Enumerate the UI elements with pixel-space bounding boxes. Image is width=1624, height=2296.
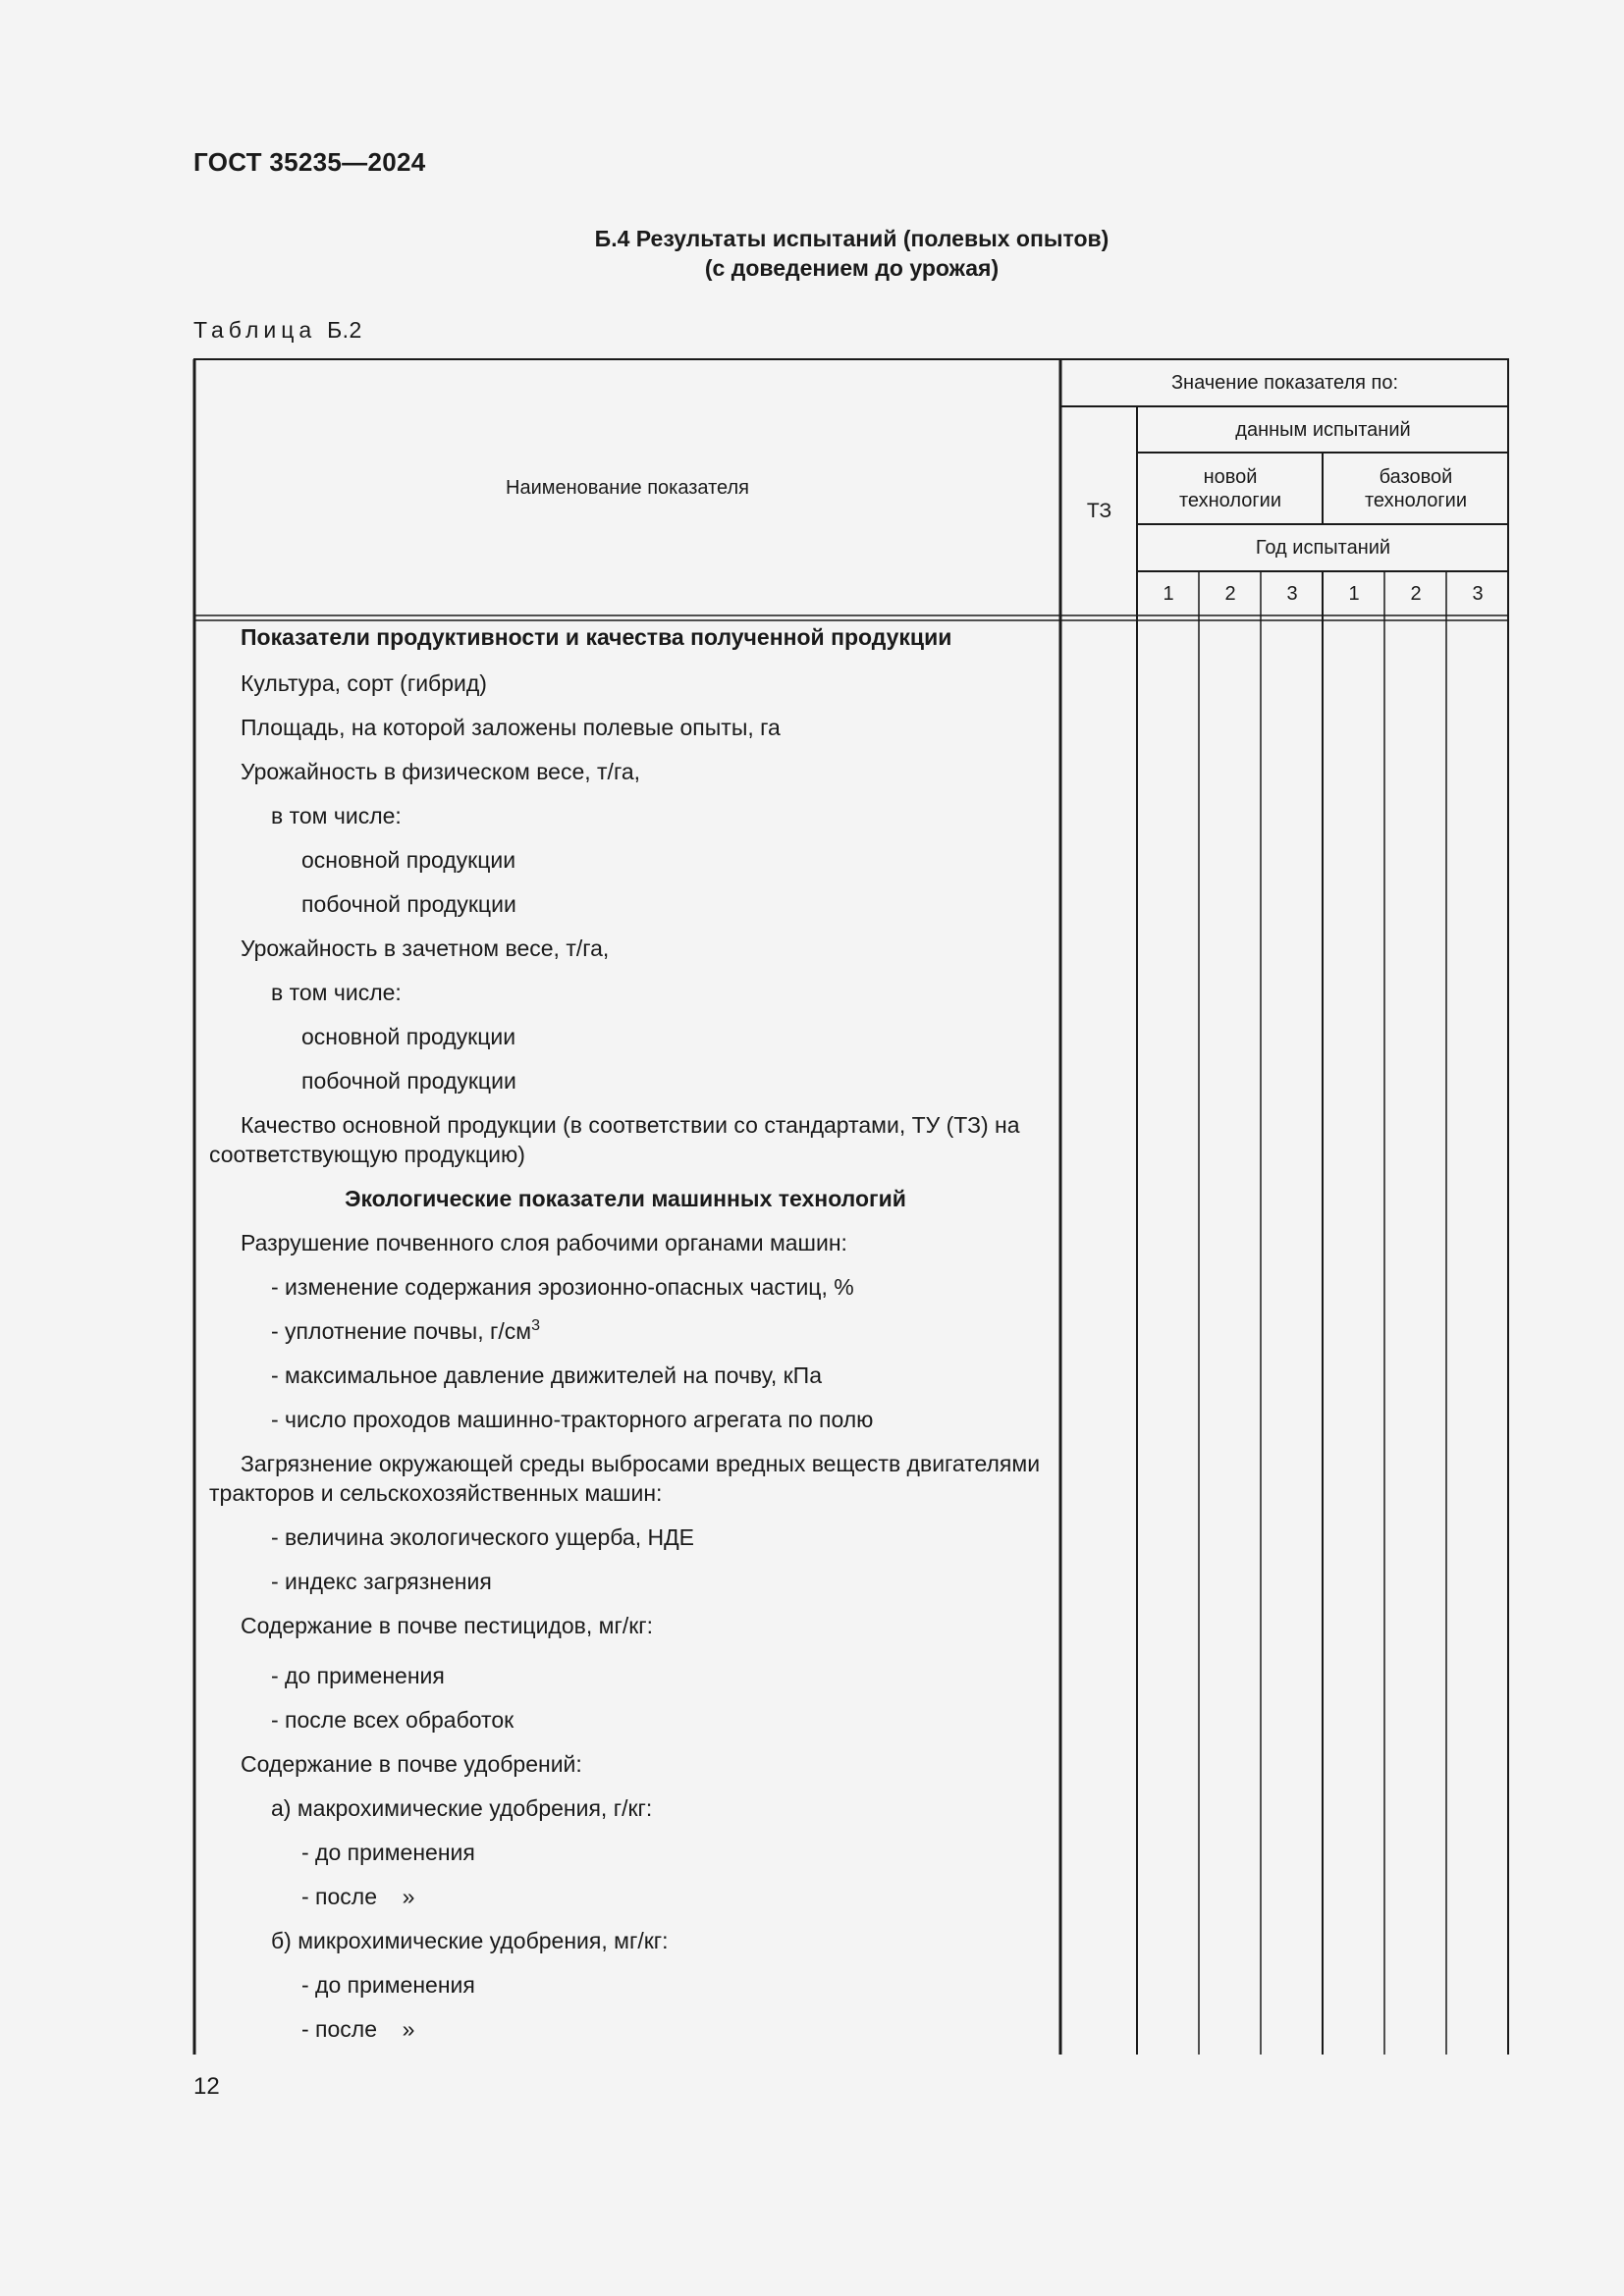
section-title-line-1: Б.4 Результаты испытаний (полевых опытов) [594,226,1110,251]
table-row: Площадь, на которой заложены полевые опыты, га [241,715,781,740]
table-row: - до применения [301,1840,475,1865]
header-base-technology-line-1: базовой [1379,465,1453,488]
table-row: - величина экологического ущерба, НДЕ [271,1524,695,1550]
page-number: 12 [193,2073,220,2100]
header-tz: ТЗ [1086,499,1112,522]
table-row: - индекс загрязнения [271,1569,492,1594]
table-row: побочной продукции [301,891,516,917]
table-row: б) микрохимические удобрения, мг/кг: [271,1928,669,1953]
superscript: 3 [531,1317,540,1334]
table-row: Урожайность в зачетном весе, т/га, [241,935,610,961]
standard-id: ГОСТ 35235—2024 [193,147,426,177]
table-label-word: Таблица [193,317,317,343]
table-row: - число проходов машинно-тракторного агрегата по полю [271,1407,874,1432]
table-row-section-heading: Показатели продуктивности и качества полученной продукции [241,624,952,650]
table-row: - после всех обработок [271,1707,514,1733]
table-row: Культура, сорт (гибрид) [241,670,487,696]
header-year-base-1: 1 [1348,582,1360,605]
header-new-technology-line-2: технологии [1178,489,1281,511]
header-value-by: Значение показателя по: [1170,372,1399,394]
section-title-line-2: (с доведением до урожая) [704,255,1000,281]
table-row: - изменение содержания эрозионно-опасных частиц, % [271,1274,854,1300]
header-new-technology-line-1: новой [1203,465,1258,488]
header-year-base-3: 3 [1472,582,1484,605]
table-row: - до применения [271,1663,445,1688]
table-label-number: Б.2 [327,317,362,343]
table-row: Разрушение почвенного слоя рабочими органами машин: [241,1230,847,1255]
table-row [194,1316,1056,1346]
table-row: Загрязнение окружающей среды выбросами вредных веществ двигателями тракторов и сельскохозяйственных машин: [209,1451,1041,1506]
table-row: Урожайность в физическом весе, т/га, [241,759,641,784]
table-row: - максимальное давление движителей на почву, кПа [271,1362,823,1388]
table-row: основной продукции [301,1024,516,1049]
table-row: а) макрохимические удобрения, г/кг: [271,1795,653,1821]
header-test-year: Год испытаний [1255,537,1391,559]
table-row-section-heading: Экологические показатели машинных технологий [345,1186,906,1211]
table-row: в том числе: [271,980,402,1005]
table-row: Содержание в почве пестицидов, мг/кг: [241,1613,654,1638]
header-year-new-3: 3 [1286,582,1298,605]
table-row: - после » [301,1884,415,1909]
table-row: Качество основной продукции (в соответствии со стандартами, ТУ (ТЗ) на соответствующую продукцию) [209,1112,1020,1167]
table-row: основной продукции [301,847,516,873]
table-row: в том числе: [271,803,402,828]
header-base-technology [1324,453,1508,524]
table-row: - после » [301,2016,415,2042]
header-test-data: данным испытаний [1235,418,1411,441]
header-indicator-name: Наименование показателя [506,476,749,499]
header-year-new-2: 2 [1224,582,1236,605]
header-base-technology-line-2: технологии [1364,489,1467,511]
table-row: Содержание в почве удобрений: [241,1751,582,1777]
header-new-technology [1138,453,1323,524]
table-row: - до применения [301,1972,475,1998]
header-year-base-2: 2 [1410,582,1422,605]
header-year-new-1: 1 [1163,582,1174,605]
table-row: побочной продукции [301,1068,516,1094]
table-row-text: - уплотнение почвы, г/см [271,1318,532,1344]
